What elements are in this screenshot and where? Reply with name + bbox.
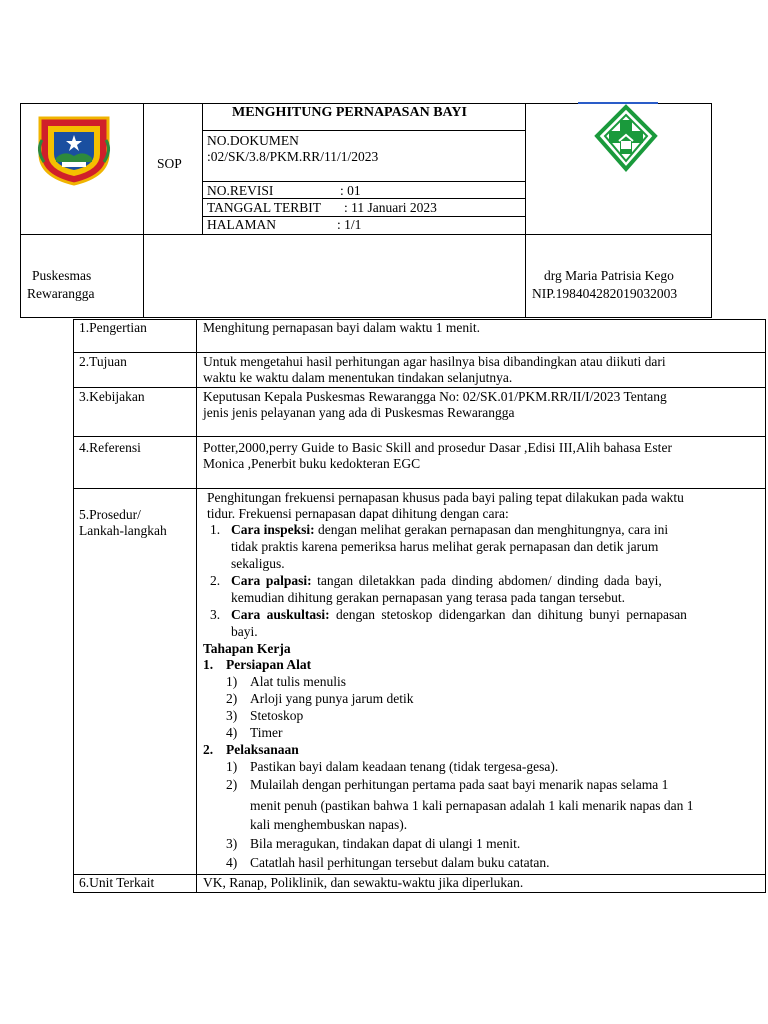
header-border-bottom: [20, 317, 712, 318]
header-col-divider-1: [143, 103, 144, 318]
pelaksanaan-item-line3: kali menghembuskan napas).: [250, 817, 408, 832]
method-line: [231, 573, 662, 589]
halaman-label: HALAMAN: [207, 217, 276, 232]
pengertian-text: Menghitung pernapasan bayi dalam waktu 1 menit.: [203, 320, 481, 335]
pelaksanaan-item-line2: menit penuh (pastikan bahwa 1 kali pernapasan adalah 1 kali menarik napas dan 1: [250, 798, 694, 813]
method-line: [231, 522, 668, 538]
pelaksanaan-item-number: 2): [226, 777, 238, 792]
persiapan-item: Alat tulis menulis: [250, 674, 346, 689]
no-revisi-label: NO.REVISI: [207, 183, 274, 198]
referensi-text-line1: Potter,2000,perry Guide to Basic Skill and prosedur Dasar ,Edisi III,Alih bahasa Ester: [203, 440, 673, 455]
header-border-right: [711, 103, 712, 318]
method-rest: tangan diletakkan pada dinding abdomen/ dinding dada bayi,: [311, 573, 662, 588]
pelaksanaan-item: Pastikan bayi dalam keadaan tenang (tidak tergesa-gesa).: [250, 759, 559, 774]
sop-label: SOP: [157, 156, 182, 171]
content-border-left: [73, 319, 74, 893]
persiapan-item-number: 3): [226, 708, 238, 723]
row-divider-3: [73, 436, 766, 437]
kebijakan-text-line2: jenis jenis pelayanan yang ada di Puskesmas Rewarangga: [203, 405, 515, 420]
signer-name: drg Maria Patrisia Kego: [544, 268, 674, 283]
pengertian-label: 1.Pengertian: [79, 320, 147, 335]
content-col-divider: [196, 319, 197, 893]
pelaksanaan-item-number: 1): [226, 759, 238, 774]
method-term: Cara inspeksi:: [231, 522, 315, 537]
pelaksanaan-item: Mulailah dengan perhitungan pertama pada saat bayi menarik napas selama 1: [250, 777, 669, 792]
pelaksanaan-number: 2.: [203, 742, 214, 757]
persiapan-item: Stetoskop: [250, 708, 304, 723]
content-border-right: [765, 319, 766, 893]
tujuan-text-line2: waktu ke waktu dalam menentukan tindakan selanjutnya.: [203, 370, 513, 385]
header-border-left: [20, 103, 21, 318]
kebijakan-label: 3.Kebijakan: [79, 389, 145, 404]
prosedur-intro-line2: tidur. Frekuensi pernapasan dapat dihitung dengan cara:: [207, 506, 509, 521]
persiapan-title: Persiapan Alat: [226, 657, 312, 672]
halaman-value: : 1/1: [337, 217, 362, 232]
method-number: 2.: [210, 573, 221, 588]
org-name-line2: Rewarangga: [27, 286, 95, 301]
puskesmas-logo-icon: [593, 103, 659, 173]
method-line3: sekaligus.: [231, 556, 285, 571]
header-col-divider-3: [525, 103, 526, 318]
kebijakan-text-line1: Keputusan Kepala Puskesmas Rewarangga No: 02/SK.01/PKM.RR/II/I/2023 Tentang: [203, 389, 667, 404]
pelaksanaan-item: Catatlah hasil perhitungan tersebut dalam buku catatan.: [250, 855, 550, 870]
persiapan-item-number: 1): [226, 674, 238, 689]
method-line2: tidak praktis karena pemeriksa harus melihat gerak pernapasan dan detik jarum: [231, 539, 659, 554]
method-rest: dengan melihat gerakan pernapasan dan menghitungnya, cara ini: [314, 522, 669, 537]
prosedur-label-line1: 5.Prosedur/: [79, 507, 141, 522]
persiapan-item-number: 4): [226, 725, 238, 740]
method-rest: dengan stetoskop didengarkan dan dihitung bunyi pernapasan: [329, 607, 687, 622]
row-divider-1: [73, 352, 766, 353]
header-col-divider-2: [202, 103, 203, 234]
prosedur-label-line2: Lankah-langkah: [79, 523, 167, 538]
row-divider-2: [73, 387, 766, 388]
tujuan-label: 2.Tujuan: [79, 354, 127, 369]
signer-nip: NIP.198404282019032003: [532, 286, 678, 301]
method-line2: bayi.: [231, 624, 258, 639]
row-divider-4: [73, 488, 766, 489]
tahapan-title: Tahapan Kerja: [203, 641, 291, 656]
method-term: Cara palpasi:: [231, 573, 312, 588]
persiapan-item-number: 2): [226, 691, 238, 706]
method-number: 1.: [210, 522, 221, 537]
referensi-label: 4.Referensi: [79, 440, 141, 455]
title-row-divider: [202, 130, 525, 131]
unit-terkait-label: 6.Unit Terkait: [79, 875, 155, 890]
dokumen-row-divider: [202, 181, 525, 182]
document-title: MENGHITUNG PERNAPASAN BAYI: [232, 105, 467, 120]
method-line: [231, 607, 687, 623]
tanggal-terbit-value: : 11 Januari 2023: [344, 200, 437, 215]
content-border-bottom: [73, 892, 766, 893]
persiapan-number: 1.: [203, 657, 214, 672]
persiapan-item: Arloji yang punya jarum detik: [250, 691, 414, 706]
pelaksanaan-title: Pelaksanaan: [226, 742, 299, 757]
method-number: 3.: [210, 607, 221, 622]
no-dokumen-label: NO.DOKUMEN: [207, 133, 299, 148]
referensi-text-line2: Monica ,Penerbit buku kedokteran EGC: [203, 456, 421, 471]
regency-emblem-icon: [34, 110, 114, 186]
method-term: Cara auskultasi:: [231, 607, 330, 622]
no-dokumen-value: :02/SK/3.8/PKM.RR/11/1/2023: [207, 149, 379, 164]
pelaksanaan-item-number: 4): [226, 855, 238, 870]
no-revisi-value: : 01: [340, 183, 361, 198]
pelaksanaan-item: Bila meragukan, tindakan dapat di ulangi 1 menit.: [250, 836, 521, 851]
unit-terkait-text: VK, Ranap, Poliklinik, dan sewaktu-waktu jika diperlukan.: [203, 875, 524, 890]
tujuan-text-line1: Untuk mengetahui hasil perhitungan agar hasilnya bisa dibandingkan atau diikuti dari: [203, 354, 666, 369]
persiapan-item: Timer: [250, 725, 283, 740]
pelaksanaan-item-number: 3): [226, 836, 238, 851]
org-name-line1: Puskesmas: [32, 268, 92, 283]
method-line2: kemudian dihitung gerakan pernapasan yang terasa pada tangan tersebut.: [231, 590, 625, 605]
header-row-divider: [20, 234, 712, 235]
prosedur-intro-line1: Penghitungan frekuensi pernapasan khusus pada bayi paling tepat dilakukan pada waktu: [207, 490, 684, 505]
tanggal-terbit-label: TANGGAL TERBIT: [207, 200, 322, 215]
